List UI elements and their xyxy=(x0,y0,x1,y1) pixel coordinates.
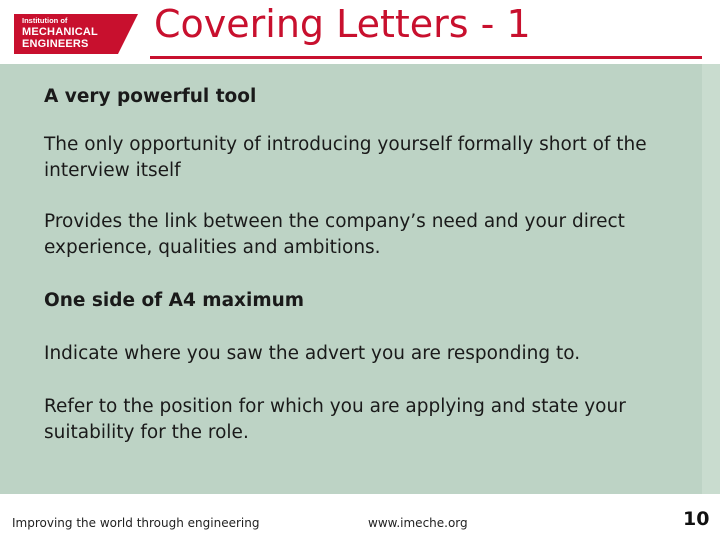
logo-text-line3: ENGINEERS xyxy=(22,37,89,50)
point-link: Provides the link between the company’s need and your direct experience, qualities and ambitions. xyxy=(44,211,625,258)
content-panel xyxy=(0,64,720,494)
content-body xyxy=(44,84,704,446)
page-number: 10 xyxy=(683,508,710,530)
logo-text-line1: Institution of xyxy=(22,16,68,25)
panel-edge-stripe xyxy=(702,64,720,494)
point-opportunity: The only opportunity of introducing yourself formally short of the interview itself xyxy=(44,134,647,181)
slide-title: Covering Letters - 1 xyxy=(154,2,531,46)
point-one-side: One side of A4 maximum xyxy=(44,290,305,311)
point-powerful-tool: A very powerful tool xyxy=(44,86,257,107)
imeche-logo xyxy=(14,14,138,54)
logo-text-line2: MECHANICAL xyxy=(22,25,98,38)
point-position: Refer to the position for which you are applying and state your suitability for the role. xyxy=(44,396,626,443)
footer-tagline: Improving the world through engineering xyxy=(12,516,260,530)
footer-url[interactable]: www.imeche.org xyxy=(368,516,468,530)
title-underline xyxy=(150,56,702,59)
point-advert: Indicate where you saw the advert you are responding to. xyxy=(44,343,581,364)
